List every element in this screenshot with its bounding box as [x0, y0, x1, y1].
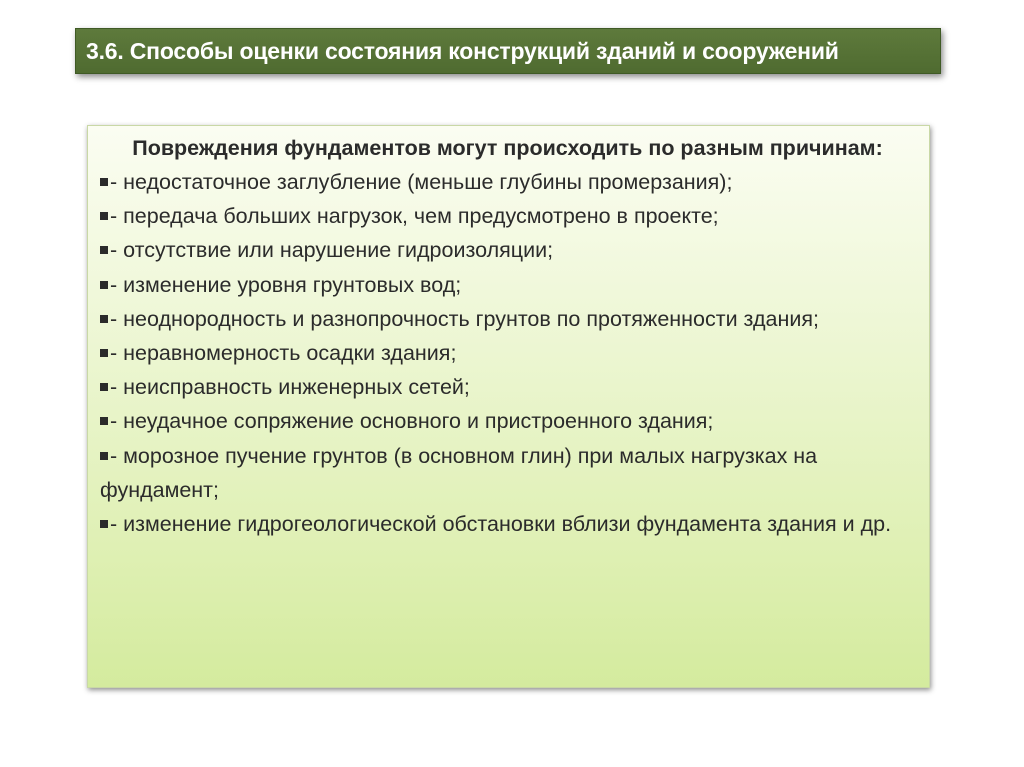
title-bar — [75, 28, 941, 74]
square-bullet-icon — [100, 520, 108, 528]
list-item — [100, 370, 915, 404]
slide-title: 3.6. Способы оценки состояния конструкций зданий и сооружений — [86, 38, 839, 64]
list-item-text: - изменение гидрогеологической обстановки вблизи фундамента здания и др. — [110, 512, 892, 537]
list-item — [100, 268, 915, 302]
square-bullet-icon — [100, 246, 108, 254]
list-item-text: - отсутствие или нарушение гидроизоляции; — [110, 238, 554, 263]
square-bullet-icon — [100, 212, 108, 220]
list-item-text: - изменение уровня грунтовых вод; — [110, 272, 462, 297]
list-item — [100, 199, 915, 233]
cause-list — [100, 165, 915, 541]
list-item-text: - неоднородность и разнопрочность грунтов по протяженности здания; — [110, 306, 819, 331]
square-bullet-icon — [100, 315, 108, 323]
square-bullet-icon — [100, 383, 108, 391]
square-bullet-icon — [100, 281, 108, 289]
square-bullet-icon — [100, 417, 108, 425]
list-item-text: - неудачное сопряжение основного и пристроенного здания; — [110, 409, 714, 434]
list-item-text: - неравномерность осадки здания; — [110, 341, 457, 366]
list-item-text: - морозное пучение грунтов (в основном глин) при малых нагрузках на фундамент; — [100, 443, 818, 502]
list-item — [100, 404, 915, 438]
square-bullet-icon — [100, 349, 108, 357]
list-item — [100, 302, 915, 336]
content-heading: Повреждения фундаментов могут происходить по разным причинам: — [132, 136, 883, 160]
square-bullet-icon — [100, 452, 108, 460]
list-item-text: - недостаточное заглубление (меньше глубины промерзания); — [110, 170, 733, 194]
list-item — [100, 507, 915, 541]
list-item — [100, 439, 915, 507]
list-item — [100, 233, 915, 267]
content-box — [87, 125, 930, 688]
list-item — [100, 165, 915, 199]
list-item-text: - передача больших нагрузок, чем предусмотрено в проекте; — [110, 204, 719, 229]
list-item — [100, 336, 915, 370]
list-item-text: - неисправность инженерных сетей; — [110, 375, 470, 400]
square-bullet-icon — [100, 178, 108, 186]
